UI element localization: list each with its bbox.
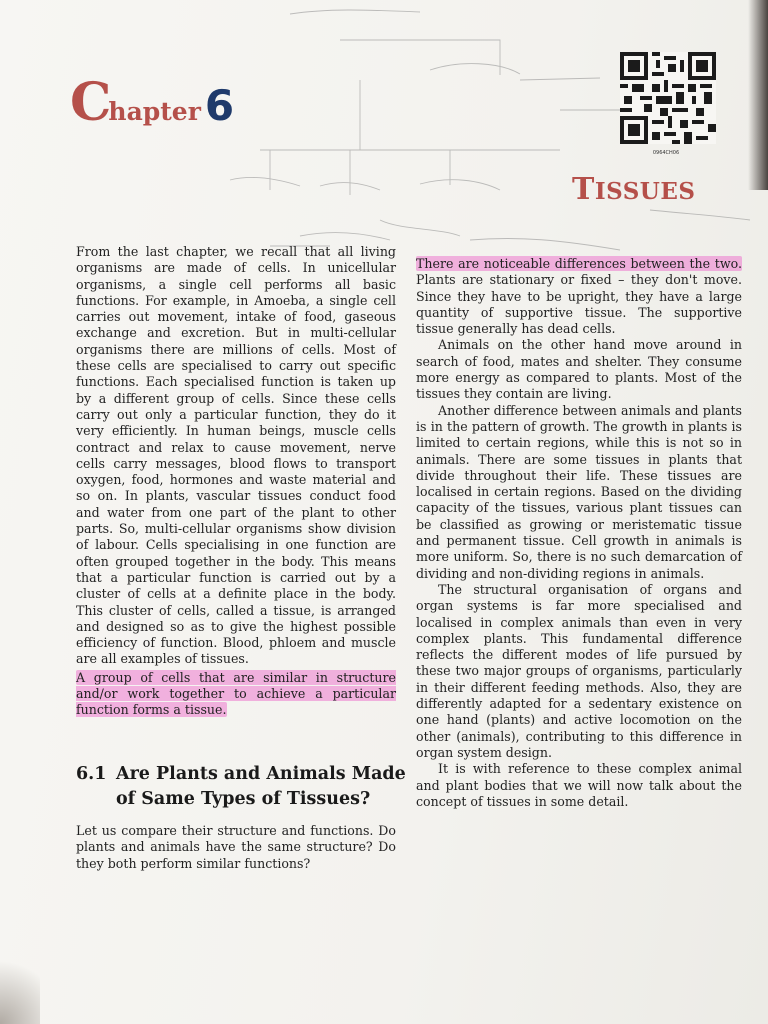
chapter-number: 6 — [204, 81, 235, 130]
highlighted-sentence: There are noticeable differences between the two. — [416, 256, 742, 271]
qr-code-icon[interactable] — [620, 52, 716, 144]
title-initial: T — [572, 172, 595, 207]
section-number: 6.1 — [76, 764, 107, 784]
section-heading — [76, 762, 406, 812]
conclusion-paragraph: It is with reference to these complex animal and plant bodies that we will now talk about the concept of tissues in some detail. — [416, 761, 742, 809]
growth-paragraph: Another difference between animals and plants is in the pattern of growth. The growth in plants is limited to certain regions, while this is not so in animals. There are some tissues in plants that divide throughout their life. These tissues are localised in certain regions. Based on the dividing capacity of the tissues, various plant tissues can be classified as growing or meristematic tissue and permanent tissue. Cell growth in animals is more uniform. So, there is no such demarcation of dividing and non-dividing regions in animals. — [416, 402, 742, 581]
right-column — [416, 256, 742, 810]
section-title-line2: of Same Types of Tissues? — [116, 789, 371, 809]
chapter-initial: C — [70, 72, 111, 133]
chapter-heading — [70, 72, 234, 133]
section-paragraph: Let us compare their structure and functions. Do plants and animals have the same structure? Do they both perform similar functions? — [76, 823, 396, 871]
left-column — [76, 244, 396, 719]
section-title-line1: Are Plants and Animals Made — [116, 764, 406, 784]
tissue-definition — [76, 670, 396, 719]
title-rest: ISSUES — [594, 178, 696, 205]
chapter-title — [572, 172, 696, 207]
differences-paragraph — [416, 256, 742, 337]
chapter-word: hapter — [108, 97, 201, 126]
organisation-paragraph: The structural organisation of organs and organ systems is far more specialised and localised in complex animals than even in very complex plants. This fundamental difference reflects the different modes of life pursued by these two major groups of organisms, particularly in their different feeding methods. Also, they are differently adapted for a sedentary existence on one hand (plants) and active locomotion on the other (animals), contributing to this difference in organ system design. — [416, 581, 742, 760]
highlighted-definition: A group of cells that are similar in structure and/or work together to achieve a particular function forms a tissue. — [76, 669, 396, 718]
page-edge-shadow — [748, 0, 768, 190]
animals-paragraph: Animals on the other hand move around in search of food, mates and shelter. They consume more energy as compared to plants. Most of the tissues they contain are living. — [416, 337, 742, 402]
section-body — [76, 823, 396, 872]
intro-paragraph: From the last chapter, we recall that all living organisms are made of cells. In unicellular organisms, a single cell performs all basic functions. For example, in Amoeba, a single cell carries out movement, intake of food, gaseous exchange and excretion. But in multi-cellular organisms there are millions of cells. Most of these cells are specialised to carry out specific functions. Each specialised function is taken up by a different group of cells. Since these cells carry out only a particular function, they do it very efficiently. In human beings, muscle cells contract and relax to cause movement, nerve cells carry messages, blood flows to transport oxygen, food, hormones and waste material and so on. In plants, vascular tissues conduct food and water from one part of the plant to other parts. So, multi-cellular organisms show division of labour. Cells specialising in one function are often grouped together in the body. This means that a particular function is carried out by a cluster of cells at a definite place in the body. This cluster of cells, called a tissue, is arranged and designed so as to give the highest possible efficiency of function. Blood, phloem and muscle are all examples of tissues. — [76, 244, 396, 667]
qr-code-label: 0964CH06 — [652, 150, 680, 156]
differences-rest: Plants are stationary or fixed – they don't move. Since they have to be upright, they have a large quantity of supportive tissue. The supportive tissue generally has dead cells. — [416, 272, 742, 337]
corner-shadow — [0, 944, 40, 1024]
